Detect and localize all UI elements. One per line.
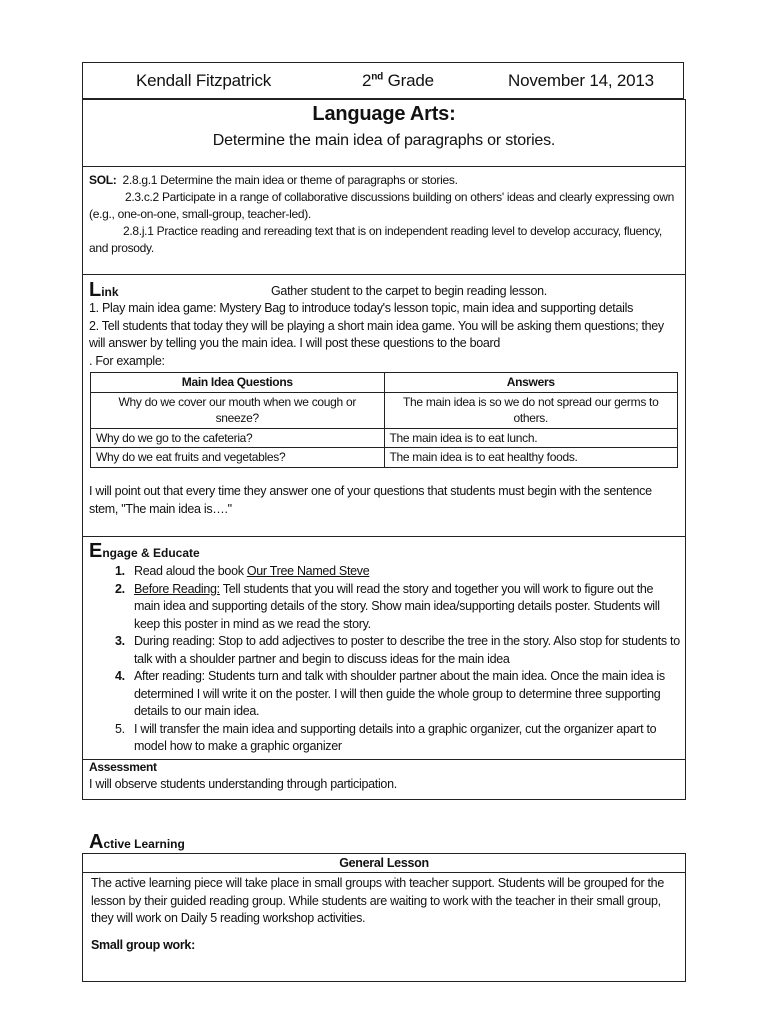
sol-line-1: SOL: 2.8.g.1 Determine the main idea or theme of paragraphs or stories. <box>89 173 458 187</box>
list-item: 1. Read aloud the book Our Tree Named Steve <box>128 563 682 581</box>
answer-cell: The main idea is to eat lunch. <box>384 428 678 448</box>
general-lesson-header: General Lesson <box>83 854 685 873</box>
link-closing: I will point out that every time they answer one of your questions that students must begin with the sentence stem, "The main idea is…." <box>89 484 652 516</box>
question-cell: Why do we cover our mouth when we cough or sneeze? <box>91 392 385 428</box>
list-item: 4. After reading: Students turn and talk with shoulder partner about the main idea. Once the main idea is determined I will write it on the poster. I will then guide the whole group to determine three supporting details to our main idea. <box>128 668 682 721</box>
list-item: 5. I will transfer the main idea and supporting details into a graphic organizer, cut the organizer apart to model how to make a graphic organizer <box>128 721 682 756</box>
engage-steps <box>82 563 682 756</box>
teacher-name: Kendall Fitzpatrick <box>136 71 272 90</box>
link-step-2: 2. Tell students that today they will be playing a short main idea game. You will be asking them questions; they will answer by telling you the main idea. I will post these questions to the board <box>89 318 664 350</box>
list-item: 2. Before Reading: Tell students that you will read the story and together you will work to figure out the main idea and supporting details of the story. Show main idea/supporting details poster. Students will keep this poster in mind as we read the story. <box>128 581 682 634</box>
link-step-1: 1. Play main idea game: Mystery Bag to introduce today's lesson topic, main idea and supporting details <box>89 301 634 315</box>
table-row <box>91 448 678 468</box>
assessment-text: I will observe students understanding through participation. <box>89 777 397 791</box>
active-learning-box <box>82 853 686 982</box>
link-intro: Gather student to the carpet to begin reading lesson. <box>271 284 547 298</box>
main-idea-table <box>90 372 678 468</box>
link-example-label: . For example: <box>89 353 165 368</box>
answer-cell: The main idea is to eat healthy foods. <box>384 448 678 468</box>
general-lesson-text: The active learning piece will take place in small groups with teacher support. Students will be grouped for the lesson by their guided reading group. While students are waiting to work with the teacher in their small group, they will work on Daily 5 reading workshop activities. <box>91 876 664 925</box>
sol-line-2: 2.3.c.2 Participate in a range of collaborative discussions building on others' ideas and clearly expressing own (e.g., one-on-one, small-group, teacher-led). <box>89 190 675 221</box>
sol-line-3: 2.8.j.1 Practice reading and rereading text that is on independent reading level to develop accuracy, fluency, and prosody. <box>89 224 662 255</box>
book-title: Our Tree Named Steve <box>246 564 370 578</box>
list-item: 3. During reading: Stop to add adjectives to poster to describe the tree in the story. Also stop for students to talk with a shoulder partner and begin to discuss ideas for the main idea <box>128 633 682 668</box>
active-heading: Active Learning <box>89 831 185 853</box>
divider <box>82 166 686 167</box>
table-header: Answers <box>384 373 678 393</box>
question-cell: Why do we eat fruits and vegetables? <box>91 448 385 468</box>
table-row <box>91 428 678 448</box>
header-box <box>82 62 684 99</box>
answer-cell: The main idea is so we do not spread our germs to others. <box>384 392 678 428</box>
divider <box>82 274 686 275</box>
link-heading: Link <box>89 279 119 301</box>
assessment-label: Assessment <box>89 760 157 774</box>
sol-section <box>89 172 681 257</box>
small-group-label: Small group work: <box>91 937 195 952</box>
divider <box>82 759 686 760</box>
table-header: Main Idea Questions <box>91 373 385 393</box>
divider <box>82 536 686 537</box>
lesson-date: November 14, 2013 <box>508 71 654 90</box>
question-cell: Why do we go to the cafeteria? <box>91 428 385 448</box>
lesson-objective: Determine the main idea of paragraphs or stories. <box>212 132 556 149</box>
link-body <box>89 300 681 370</box>
page-title: Language Arts: <box>312 103 456 125</box>
table-row <box>91 392 678 428</box>
engage-heading: Engage & Educate <box>89 540 200 562</box>
grade-label: 2nd Grade <box>362 71 434 90</box>
